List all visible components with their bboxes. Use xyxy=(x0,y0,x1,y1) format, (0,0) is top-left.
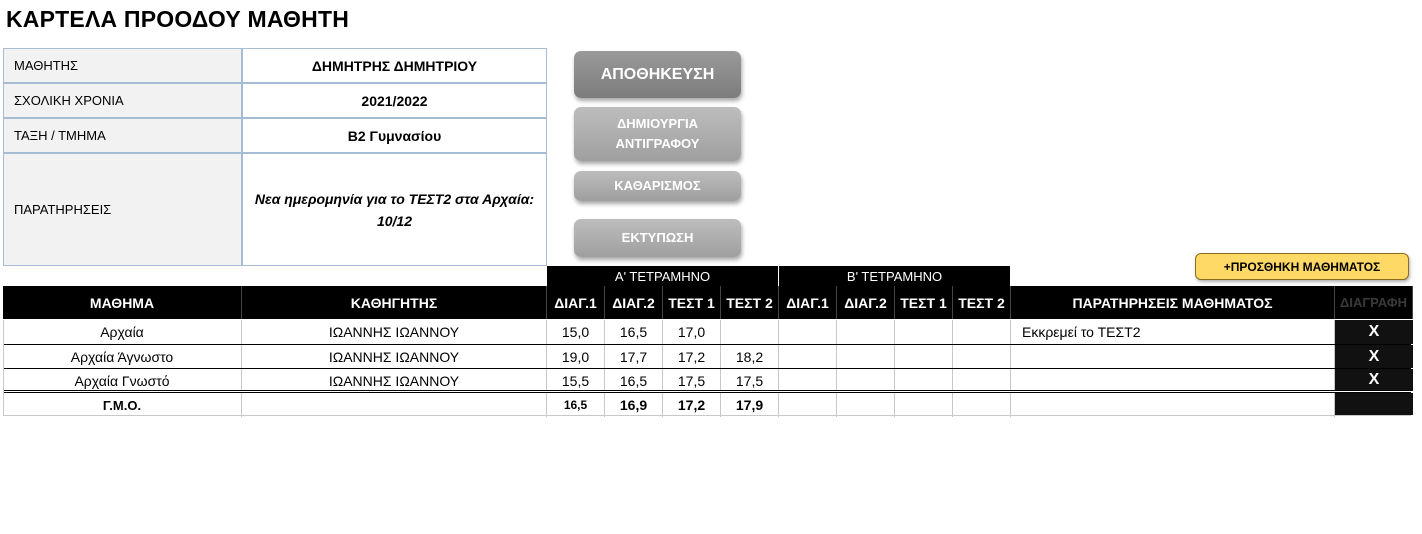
col-subject-notes: ΠΑΡΑΤΗΡΗΣΕΙΣ ΜΑΘΗΜΑΤΟΣ xyxy=(1011,286,1335,319)
student-label: ΜΑΘΗΤΗΣ xyxy=(3,48,242,83)
class-label: ΤΑΞΗ / ΤΜΗΜΑ xyxy=(3,118,242,153)
totals-b-diag1 xyxy=(779,393,837,417)
row2-delete-button[interactable]: X xyxy=(1335,345,1413,368)
row3-subject[interactable]: Αρχαία Γνωστό xyxy=(3,369,242,393)
col-a-diag2: ΔΙΑΓ.2 xyxy=(605,286,663,319)
row2-a-diag1[interactable]: 19,0 xyxy=(547,345,605,369)
create-copy-button[interactable] xyxy=(574,107,741,161)
col-a-test1: ΤΕΣΤ 1 xyxy=(663,286,721,319)
col-b-test1: ΤΕΣΤ 1 xyxy=(895,286,953,319)
row2-a-diag2[interactable]: 17,7 xyxy=(605,345,663,369)
row2-b-diag1[interactable] xyxy=(779,345,837,369)
totals-a-test1: 17,2 xyxy=(663,393,721,417)
row1-a-test2[interactable] xyxy=(721,320,779,344)
row2-subject[interactable]: Αρχαία Άγνωστο xyxy=(3,345,242,369)
col-teacher: ΚΑΘΗΓΗΤΗΣ xyxy=(242,286,547,319)
row1-b-test2[interactable] xyxy=(953,320,1011,344)
table-left-border xyxy=(3,320,4,416)
create-copy-label-line1: ΔΗΜΙΟΥΡΓΙΑ xyxy=(616,116,699,131)
page-title: ΚΑΡΤΕΛΑ ΠΡΟΟΔΟΥ ΜΑΘΗΤΗ xyxy=(6,6,350,32)
totals-label: Γ.Μ.Ο. xyxy=(3,393,242,417)
row1-a-diag1[interactable]: 15,0 xyxy=(547,320,605,344)
row2-b-test2[interactable] xyxy=(953,345,1011,369)
totals-b-diag2 xyxy=(837,393,895,417)
clear-button[interactable]: ΚΑΘΑΡΙΣΜΟΣ xyxy=(574,171,741,201)
row1-subject[interactable]: Αρχαία xyxy=(3,320,242,344)
row1-a-test1[interactable]: 17,0 xyxy=(663,320,721,344)
col-b-test2: ΤΕΣΤ 2 xyxy=(953,286,1011,319)
row3-a-test1[interactable]: 17,5 xyxy=(663,369,721,393)
col-b-diag2: ΔΙΑΓ.2 xyxy=(837,286,895,319)
row3-teacher[interactable]: ΙΩΑΝΝΗΣ ΙΩΑΝΝΟΥ xyxy=(242,369,547,393)
col-a-diag1: ΔΙΑΓ.1 xyxy=(547,286,605,319)
row1-delete-button[interactable]: X xyxy=(1335,320,1413,344)
totals-a-test2: 17,9 xyxy=(721,393,779,417)
col-a-test2: ΤΕΣΤ 2 xyxy=(721,286,779,319)
totals-delete-empty xyxy=(1335,393,1413,415)
notes-label: ΠΑΡΑΤΗΡΗΣΕΙΣ xyxy=(3,153,242,266)
row2-a-test1[interactable]: 17,2 xyxy=(663,345,721,369)
totals-teacher-empty xyxy=(242,393,547,417)
term-a-header: Α' ΤΕΤΡΑΜΗΝΟ xyxy=(547,266,778,286)
row1-b-diag2[interactable] xyxy=(837,320,895,344)
add-subject-button[interactable]: +ΠΡΟΣΘΗΚΗ ΜΑΘΗΜΑΤΟΣ xyxy=(1195,253,1409,280)
table-bottom-border xyxy=(3,415,1411,416)
student-value[interactable]: ΔΗΜΗΤΡΗΣ ΔΗΜΗΤΡΙΟΥ xyxy=(242,48,547,83)
row2-a-test2[interactable]: 18,2 xyxy=(721,345,779,369)
school-year-label: ΣΧΟΛΙΚΗ ΧΡΟΝΙΑ xyxy=(3,83,242,118)
row2-b-diag2[interactable] xyxy=(837,345,895,369)
row3-a-diag2[interactable]: 16,5 xyxy=(605,369,663,393)
print-button[interactable]: ΕΚΤΥΠΩΣΗ xyxy=(574,219,741,257)
row1-notes[interactable]: Εκκρεμεί το ΤΕΣΤ2 xyxy=(1011,320,1335,344)
totals-a-diag1: 16,5 xyxy=(547,393,605,417)
create-copy-label-line2: ΑΝΤΙΓΡΑΦΟΥ xyxy=(615,136,700,151)
row2-notes[interactable] xyxy=(1011,345,1335,369)
row1-b-test1[interactable] xyxy=(895,320,953,344)
school-year-value[interactable]: 2021/2022 xyxy=(242,83,547,118)
row3-a-diag1[interactable]: 15,5 xyxy=(547,369,605,393)
term-b-header: Β' ΤΕΤΡΑΜΗΝΟ xyxy=(779,266,1010,286)
col-b-diag1: ΔΙΑΓ.1 xyxy=(779,286,837,319)
totals-a-diag2: 16,9 xyxy=(605,393,663,417)
notes-value[interactable]: Νεα ημερομηνία για το ΤΕΣΤ2 στα Αρχαία: 10/12 xyxy=(242,153,547,266)
row1-a-diag2[interactable]: 16,5 xyxy=(605,320,663,344)
totals-b-test1 xyxy=(895,393,953,417)
row3-a-test2[interactable]: 17,5 xyxy=(721,369,779,393)
row1-teacher[interactable]: ΙΩΑΝΝΗΣ ΙΩΑΝΝΟΥ xyxy=(242,320,547,344)
col-delete: ΔΙΑΓΡΑΦΗ xyxy=(1335,286,1413,319)
row2-b-test1[interactable] xyxy=(895,345,953,369)
row1-b-diag1[interactable] xyxy=(779,320,837,344)
row2-teacher[interactable]: ΙΩΑΝΝΗΣ ΙΩΑΝΝΟΥ xyxy=(242,345,547,369)
save-button[interactable]: ΑΠΟΘΗΚΕΥΣΗ xyxy=(574,51,741,98)
class-value[interactable]: Β2 Γυμνασίου xyxy=(242,118,547,153)
col-subject: ΜΑΘΗΜΑ xyxy=(3,286,242,319)
totals-notes-empty xyxy=(1011,393,1335,417)
totals-b-test2 xyxy=(953,393,1011,417)
row3-delete-button[interactable]: X xyxy=(1335,369,1413,391)
